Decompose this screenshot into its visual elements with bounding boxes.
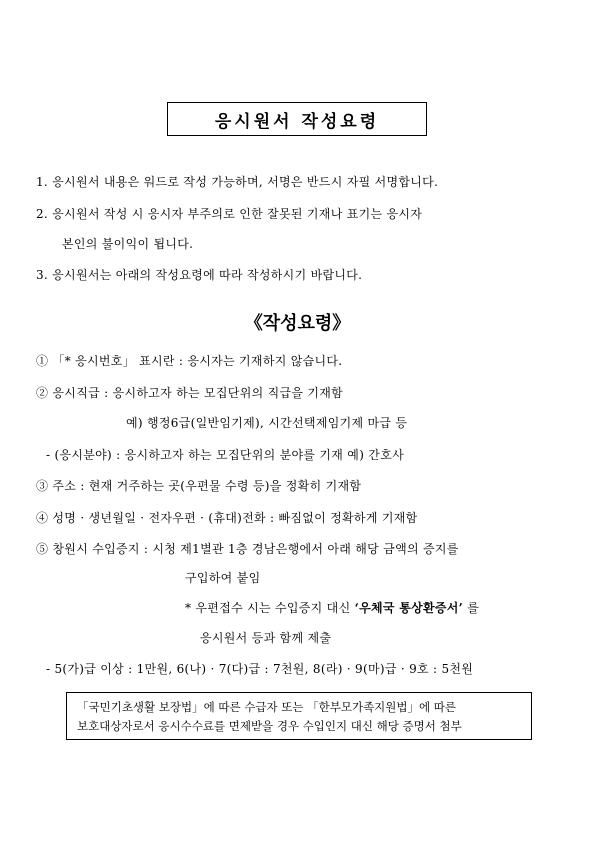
item-1: ① 「* 응시번호」 표시란 : 응시자는 기재하지 않습니다. — [36, 354, 343, 368]
exemption-note-line-2: 보호대상자로서 응시수수료를 면제받을 경우 수입인지 대신 해당 증명서 첨부 — [77, 719, 462, 733]
item-5-note-prefix: * 우편접수 시는 수입증지 대신 — [185, 601, 351, 615]
item-5: ⑤ 창원시 수입증지 : 시청 제1별관 1층 경남은행에서 아래 해당 금액의 증지를 — [36, 542, 459, 556]
item-2: ② 응시직급 : 응시하고자 하는 모집단위의 직급을 기재함 — [36, 386, 344, 400]
item-5-note-bold: ‘우체국 통상환증서’ — [354, 601, 464, 615]
guide-heading: 《작성요령》 — [244, 313, 351, 334]
fee-schedule: - 5(가)급 이상 : 1만원, 6(나) · 7(다)급 : 7천원, 8(라) · 9(마)급 · 9호 : 5천원 — [46, 662, 474, 676]
item-4: ④ 성명 · 생년월일 · 전자우편 · (휴대)전화 : 빠짐없이 정확하게 기재함 — [36, 511, 418, 525]
notice-3: 3. 응시원서는 아래의 작성요령에 따라 작성하시기 바랍니다. — [36, 268, 363, 282]
item-3: ③ 주소 : 현재 거주하는 곳(우편물 수령 등)을 정확히 기재함 — [36, 479, 362, 493]
exemption-note-line-1: 「국민기초생활 보장법」에 따른 수급자 또는 「한부모가족지원법」에 따른 — [77, 700, 456, 714]
item-5-note — [185, 599, 479, 616]
page-title — [167, 102, 427, 136]
notice-2: 2. 응시원서 작성 시 응시자 부주의로 인한 잘못된 기재나 표기는 응시자 — [36, 207, 423, 221]
item-2-field: - (응시분야) : 응시하고자 하는 모집단위의 분야를 기재 예) 간호사 — [46, 448, 404, 462]
item-5-cont: 구입하여 붙임 — [185, 571, 261, 585]
notice-1: 1. 응시원서 내용은 워드로 작성 가능하며, 서명은 반드시 자필 서명합니다. — [36, 175, 439, 189]
item-2-example: 예) 행정6급(일반임기제), 시간선택제임기제 마급 등 — [126, 416, 408, 430]
page-title-text: 응시원서 작성요령 — [214, 111, 380, 132]
item-5-note-cont: 응시원서 등과 함께 제출 — [200, 631, 332, 645]
notice-2-cont: 본인의 불이익이 됩니다. — [62, 237, 194, 251]
item-5-note-suffix: 를 — [467, 601, 480, 615]
exemption-note-box — [66, 692, 532, 740]
